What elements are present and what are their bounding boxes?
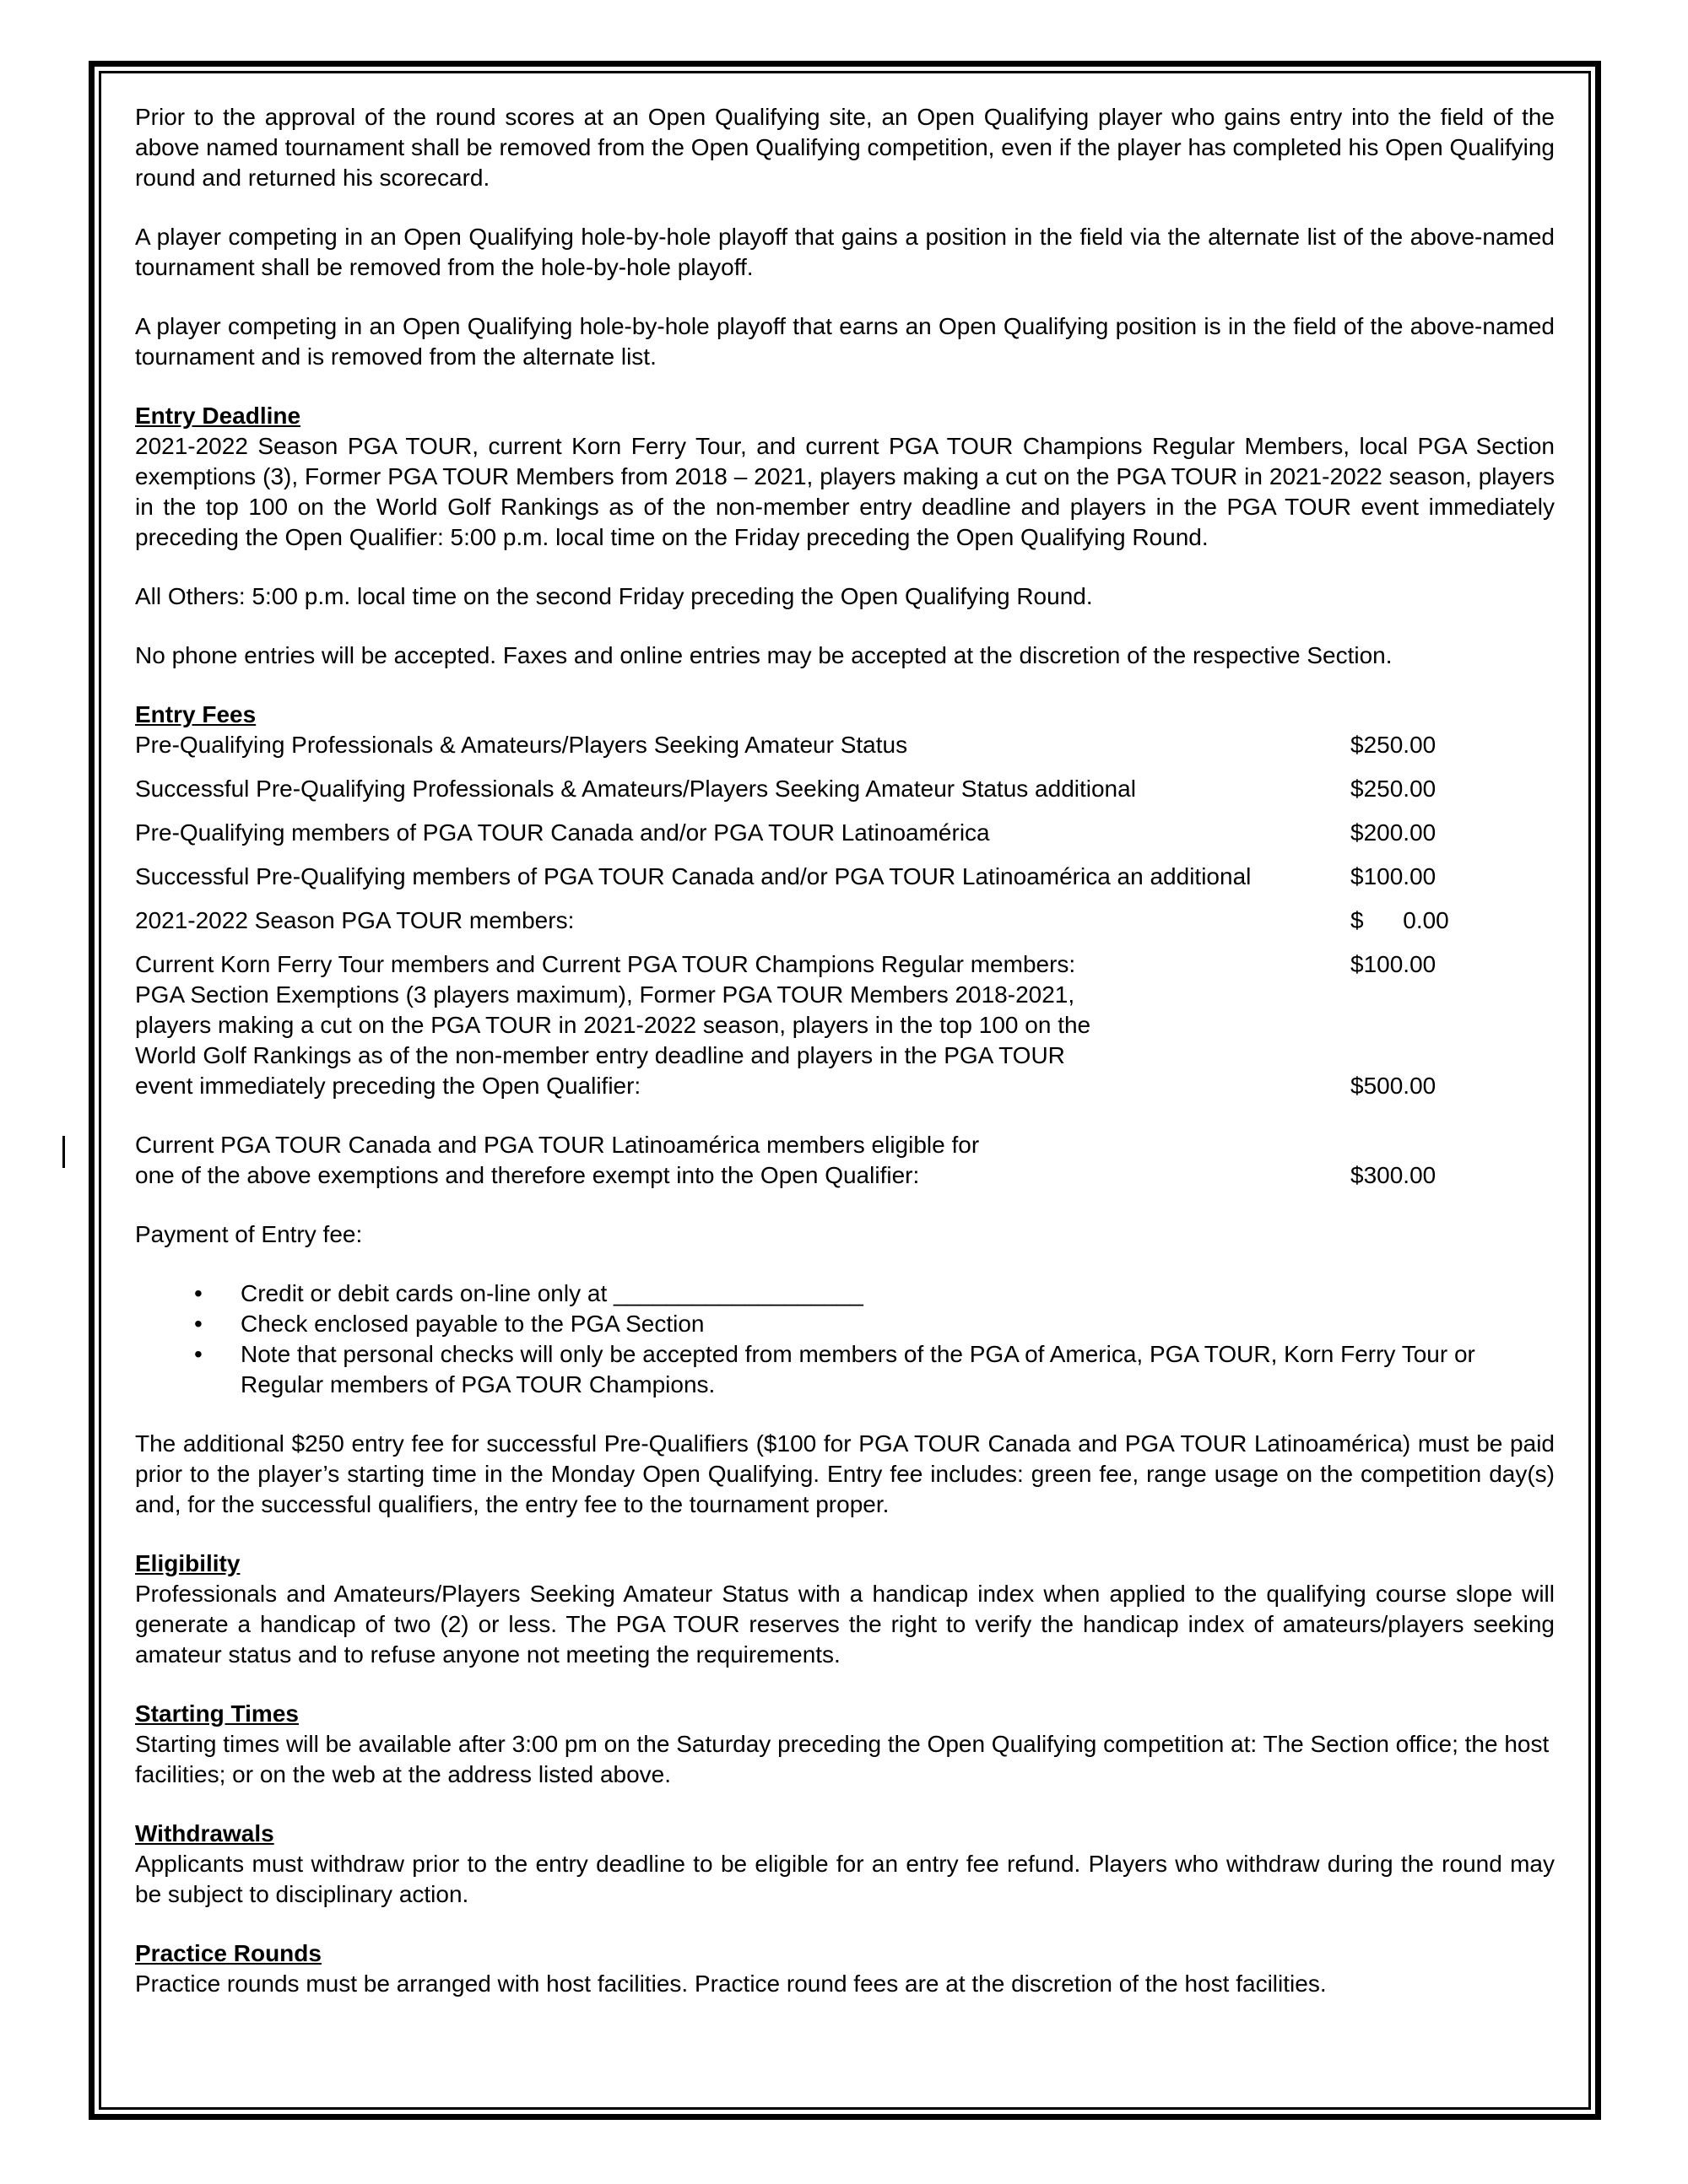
intro-paragraph-3: A player competing in an Open Qualifying hole-by-hole playoff that earns an Open Qualifying position is in the field of the above-named tournament and is removed from the alternate list.	[135, 313, 1555, 370]
fee-label: one of the above exemptions and therefore exempt into the Open Qualifier:	[135, 1162, 920, 1188]
list-item	[135, 1309, 1555, 1339]
document-content	[135, 102, 1555, 1999]
fee-row	[135, 1160, 1555, 1191]
intro-paragraph-1: Prior to the approval of the round scores at an Open Qualifying site, an Open Qualifying player who gains entry into the field of the above named tournament shall be removed from the Open Qualifying competition, even if the player has completed his Open Qualifying round and returned his scorecard.	[135, 104, 1555, 191]
starting-times-paragraph: Starting times will be available after 3:00 pm on the Saturday preceding the Open Qualifying competition at: The Section office; the host facilities; or on the web at the address listed above.	[135, 1731, 1550, 1787]
fee-row	[135, 949, 1555, 980]
page-border-outer	[89, 61, 1601, 2120]
fee-label: Successful Pre-Qualifying members of PGA TOUR Canada and/or PGA TOUR Latinoamérica an additional	[135, 863, 1252, 889]
fee-amount: $200.00	[1350, 819, 1436, 846]
fee-label: PGA Section Exemptions (3 players maximum), Former PGA TOUR Members 2018-2021,	[135, 981, 1075, 1008]
entry-fees-table	[135, 730, 1555, 1191]
practice-rounds-heading: Practice Rounds	[135, 1940, 322, 1966]
fee-row	[135, 1071, 1555, 1101]
bullet-icon: •	[194, 1280, 203, 1306]
intro-paragraph-2: A player competing in an Open Qualifying hole-by-hole playoff that gains a position in the field via the alternate list of the above-named tournament shall be removed from the hole-by-hole playoff.	[135, 224, 1555, 280]
fee-row	[135, 818, 1555, 848]
bullet-icon: •	[194, 1341, 203, 1367]
fee-label: Successful Pre-Qualifying Professionals & Amateurs/Players Seeking Amateur Status additional	[135, 776, 1136, 802]
fee-row	[135, 862, 1555, 892]
fee-row	[135, 1041, 1555, 1071]
fee-amount: $250.00	[1350, 776, 1436, 802]
bullet-text: Credit or debit cards on-line only at ___________________	[241, 1280, 863, 1306]
eligibility-paragraph: Professionals and Amateurs/Players Seeking Amateur Status with a handicap index when applied to the qualifying course slope will generate a handicap of two (2) or less. The PGA TOUR reserves the right to verify the handicap index of amateurs/players seeking amateur status and to refuse anyone not meeting the requirements.	[135, 1581, 1555, 1668]
fee-label: Pre-Qualifying Professionals & Amateurs/Players Seeking Amateur Status	[135, 732, 908, 758]
bullet-text: Note that personal checks will only be accepted from members of the PGA of America, PGA TOUR, Korn Ferry Tour or Regular members of PGA TOUR Champions.	[241, 1341, 1475, 1397]
fee-label: players making a cut on the PGA TOUR in 2021-2022 season, players in the top 100 on the	[135, 1012, 1091, 1038]
fee-amount: $250.00	[1350, 732, 1436, 758]
entry-deadline-paragraph-2: All Others: 5:00 p.m. local time on the second Friday preceding the Open Qualifying Round.	[135, 583, 1093, 609]
fee-row	[135, 730, 1555, 760]
bullet-icon: •	[194, 1311, 203, 1337]
fee-row	[135, 1130, 1555, 1160]
withdrawals-heading: Withdrawals	[135, 1820, 274, 1846]
entry-deadline-heading: Entry Deadline	[135, 403, 301, 429]
fee-label: 2021-2022 Season PGA TOUR members:	[135, 907, 575, 933]
fee-amount: $ 0.00	[1350, 907, 1449, 933]
bullet-text: Check enclosed payable to the PGA Section	[241, 1311, 705, 1337]
revision-change-bar	[62, 1136, 65, 1168]
starting-times-heading: Starting Times	[135, 1700, 299, 1727]
fee-amount: $100.00	[1350, 951, 1436, 977]
fee-label: Current PGA TOUR Canada and PGA TOUR Latinoamérica members eligible for	[135, 1132, 980, 1158]
entry-deadline-paragraph-3: No phone entries will be accepted. Faxes and online entries may be accepted at the discretion of the respective Section.	[135, 642, 1393, 668]
page-border-inner	[99, 71, 1591, 2110]
eligibility-heading: Eligibility	[135, 1550, 241, 1576]
fee-amount: $100.00	[1350, 863, 1436, 889]
fee-row	[135, 980, 1555, 1010]
payment-intro: Payment of Entry fee:	[135, 1221, 363, 1247]
fee-row	[135, 905, 1555, 936]
fee-row	[135, 774, 1555, 804]
entry-fees-heading: Entry Fees	[135, 701, 257, 727]
fee-amount: $500.00	[1350, 1073, 1436, 1099]
fee-label: event immediately preceding the Open Qualifier:	[135, 1073, 641, 1099]
fee-row	[135, 1010, 1555, 1041]
practice-rounds-paragraph: Practice rounds must be arranged with host facilities. Practice round fees are at the discretion of the host facilities.	[135, 1970, 1327, 1997]
payment-bullet-list	[135, 1279, 1555, 1400]
list-item	[135, 1279, 1555, 1309]
payment-note-paragraph: The additional $250 entry fee for successful Pre-Qualifiers ($100 for PGA TOUR Canada and PGA TOUR Latinoamérica) must be paid prior to the player’s starting time in the Monday Open Qualifying. Entry fee includes: green fee, range usage on the competition day(s) and, for the successful qualifiers, the entry fee to the tournament proper.	[135, 1430, 1555, 1517]
list-item	[135, 1339, 1555, 1400]
fee-label: Current Korn Ferry Tour members and Current PGA TOUR Champions Regular members:	[135, 951, 1076, 977]
fee-label: World Golf Rankings as of the non-member entry deadline and players in the PGA TOUR	[135, 1042, 1065, 1068]
withdrawals-paragraph: Applicants must withdraw prior to the entry deadline to be eligible for an entry fee refund. Players who withdraw during the round may be subject to disciplinary action.	[135, 1851, 1555, 1907]
fee-amount: $300.00	[1350, 1162, 1436, 1188]
entry-deadline-paragraph-1: 2021-2022 Season PGA TOUR, current Korn Ferry Tour, and current PGA TOUR Champions Regular Members, local PGA Section exemptions (3), Former PGA TOUR Members from 2018 – 2021, players making a cut on the PGA TOUR in 2021-2022 season, players in the top 100 on the World Golf Rankings as of the non-member entry deadline and players in the PGA TOUR event immediately preceding the Open Qualifier: 5:00 p.m. local time on the Friday preceding the Open Qualifying Round.	[135, 433, 1555, 550]
fee-label: Pre-Qualifying members of PGA TOUR Canada and/or PGA TOUR Latinoamérica	[135, 819, 990, 846]
